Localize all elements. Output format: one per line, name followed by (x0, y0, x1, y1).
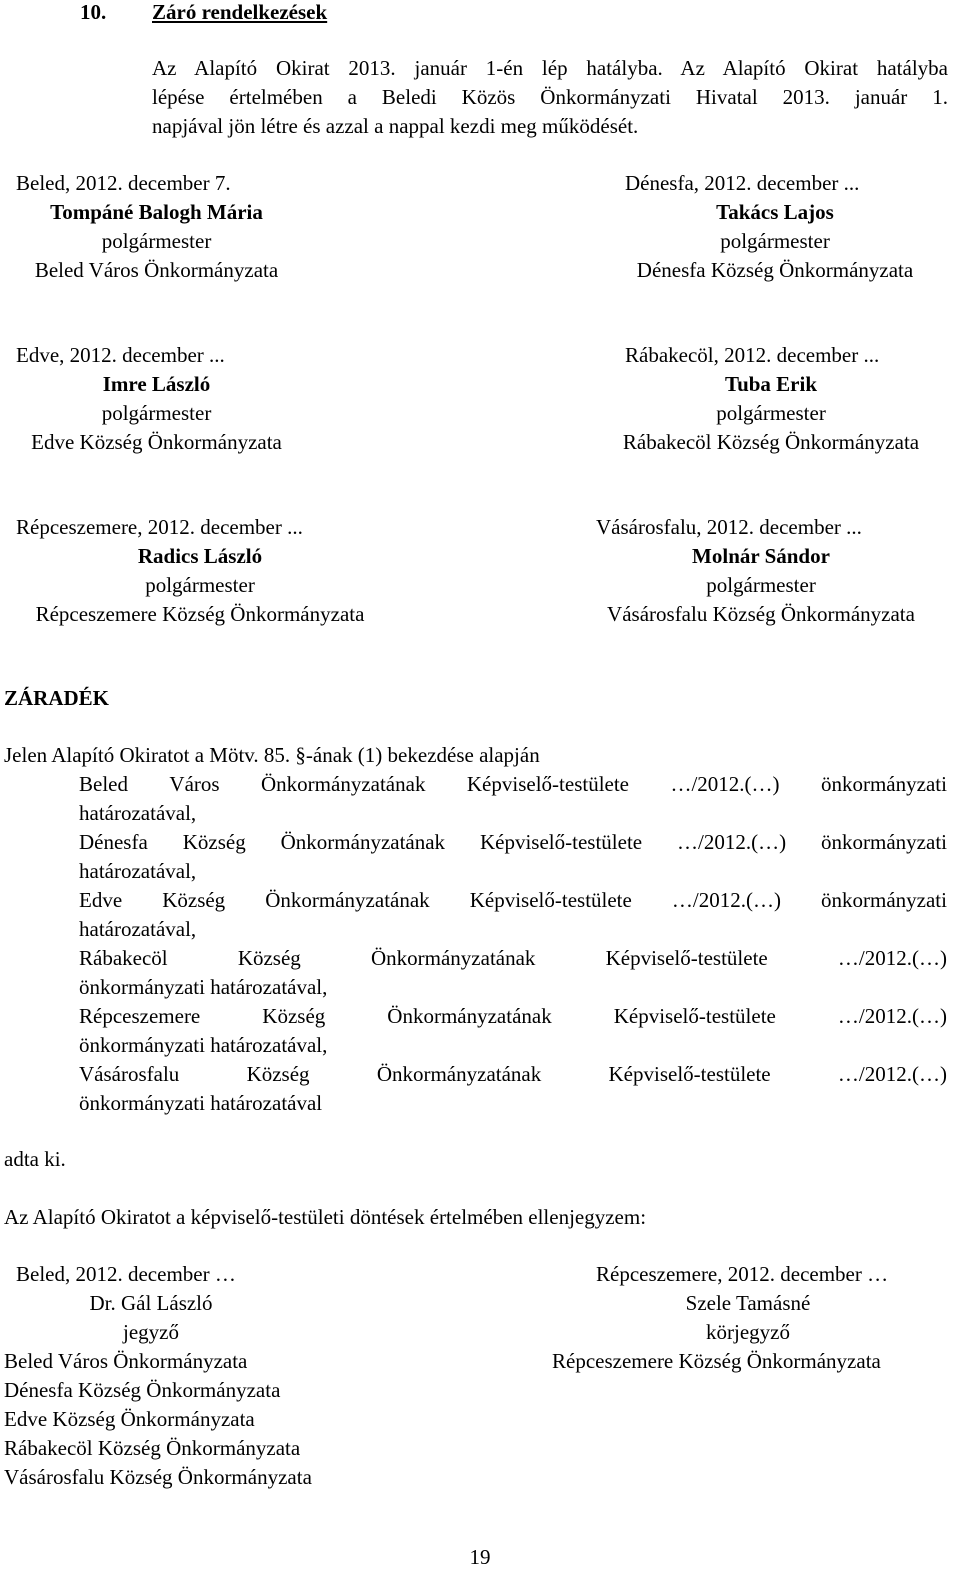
paragraph-line-3: napjával jön létre és azzal a nappal kezdi meg működését. (152, 114, 639, 138)
clause-item-continuation: önkormányzati határozatával (79, 1091, 323, 1115)
clause-word: Répceszemere (79, 1004, 201, 1028)
clause-word: Önkormányzatának (387, 1004, 552, 1028)
signature-place-date: Dénesfa, 2012. december ... (625, 171, 860, 195)
clause-word: …/2012.(…) (677, 830, 787, 854)
paragraph-line-2: lépése értelmében a Beledi Közös Önkormányzati Hivatal 2013. január 1. (152, 85, 948, 109)
clause-word: …/2012.(…) (837, 946, 947, 970)
countersign-left-org: Vásárosfalu Község Önkormányzata (4, 1465, 312, 1489)
clause-word: Város (169, 772, 220, 796)
clause-title: ZÁRADÉK (4, 686, 110, 710)
clause-word: …/2012.(…) (837, 1004, 947, 1028)
countersign-left-place-date: Beled, 2012. december … (16, 1262, 236, 1286)
clause-word: Község (162, 888, 226, 912)
signature-role: polgármester (145, 573, 255, 597)
clause-item-continuation: határozatával, (79, 917, 197, 941)
signature-role: polgármester (720, 229, 830, 253)
signature-name: Tuba Erik (724, 372, 818, 396)
countersign-left-role: jegyző (123, 1320, 179, 1344)
clause-word: Önkormányzatának (280, 830, 446, 854)
signature-org: Dénesfa Község Önkormányzata (636, 258, 914, 282)
countersign-left-org: Beled Város Önkormányzata (4, 1349, 248, 1373)
signature-role: polgármester (706, 573, 816, 597)
countersign-left-org: Edve Község Önkormányzata (4, 1407, 255, 1431)
clause-word: önkormányzati (820, 772, 947, 796)
countersign-right-role: körjegyző (706, 1320, 790, 1344)
countersign-right-org: Répceszemere Község Önkormányzata (552, 1349, 881, 1373)
signature-place-date: Edve, 2012. december ... (16, 343, 225, 367)
clause-word: Beled (79, 772, 128, 796)
countersign-right-place-date: Répceszemere, 2012. december … (596, 1262, 889, 1286)
clause-item-continuation: határozatával, (79, 859, 197, 883)
signature-org: Rábakecöl Község Önkormányzata (622, 430, 920, 454)
clause-item-line (79, 944, 947, 973)
clause-item-continuation: önkormányzati határozatával, (79, 1033, 328, 1057)
clause-word: …/2012.(…) (671, 888, 781, 912)
countersign-intro: Az Alapító Okiratot a képviselő-testületi döntések értelmében ellenjegyzem: (4, 1205, 647, 1229)
clause-word: Önkormányzatának (261, 772, 426, 796)
countersign-left-name: Dr. Gál László (89, 1291, 213, 1315)
clause-word: Község (182, 830, 246, 854)
clause-word: Község (246, 1062, 310, 1086)
signature-place-date: Répceszemere, 2012. december ... (16, 515, 303, 539)
section-number: 10. (80, 0, 107, 24)
signature-place-date: Vásárosfalu, 2012. december ... (596, 515, 862, 539)
countersign-left-org: Dénesfa Község Önkormányzata (4, 1378, 281, 1402)
paragraph-line-1: Az Alapító Okirat 2013. január 1-én lép hatályba. Az Alapító Okirat hatályba (152, 56, 948, 80)
clause-word: Képviselő-testülete (479, 830, 643, 854)
clause-word: önkormányzati (821, 888, 947, 912)
clause-word: önkormányzati (821, 830, 947, 854)
clause-word: Képviselő-testülete (469, 888, 632, 912)
signature-role: polgármester (101, 401, 212, 425)
clause-item-line (79, 1060, 947, 1089)
clause-word: Dénesfa (79, 830, 148, 854)
section-title: Záró rendelkezések (152, 0, 328, 24)
signature-org: Edve Község Önkormányzata (31, 430, 282, 454)
clause-word: Község (237, 946, 301, 970)
signature-role: polgármester (101, 229, 212, 253)
clause-word: Edve (79, 888, 123, 912)
clause-word: Vásárosfalu (79, 1062, 180, 1086)
clause-word: …/2012.(…) (837, 1062, 947, 1086)
countersign-left-org: Rábakecöl Község Önkormányzata (4, 1436, 301, 1460)
signature-org: Beled Város Önkormányzata (34, 258, 279, 282)
clause-word: Képviselő-testülete (613, 1004, 776, 1028)
clause-item-continuation: határozatával, (79, 801, 197, 825)
signature-org: Vásárosfalu Község Önkormányzata (607, 602, 915, 626)
clause-intro: Jelen Alapító Okiratot a Mötv. 85. §-ának (1) bekezdése alapján (4, 743, 540, 767)
signature-org: Répceszemere Község Önkormányzata (35, 602, 365, 626)
signature-role: polgármester (716, 401, 826, 425)
clause-word: …/2012.(…) (670, 772, 780, 796)
clause-word: Önkormányzatának (265, 888, 430, 912)
clause-word: Rábakecöl (79, 946, 168, 970)
signature-name: Tompáné Balogh Mária (50, 200, 263, 224)
clause-item-line (79, 828, 947, 857)
signature-name: Imre László (102, 372, 211, 396)
page-number: 19 (469, 1545, 491, 1569)
signature-name: Takács Lajos (716, 200, 834, 224)
clause-word: Önkormányzatának (376, 1062, 542, 1086)
clause-word: Képviselő-testülete (466, 772, 630, 796)
countersign-right-name: Szele Tamásné (685, 1291, 811, 1315)
clause-closing: adta ki. (4, 1147, 66, 1171)
clause-item-line (79, 1002, 947, 1031)
clause-item-line (79, 770, 947, 799)
clause-word: Önkormányzatának (370, 946, 536, 970)
signature-name: Molnár Sándor (692, 544, 830, 568)
clause-word: Képviselő-testülete (608, 1062, 771, 1086)
signature-place-date: Beled, 2012. december 7. (16, 171, 231, 195)
signature-place-date: Rábakecöl, 2012. december ... (625, 343, 880, 367)
clause-word: Község (262, 1004, 326, 1028)
clause-item-line (79, 886, 947, 915)
clause-item-continuation: önkormányzati határozatával, (79, 975, 328, 999)
clause-word: Képviselő-testülete (605, 946, 768, 970)
signature-name: Radics László (137, 544, 263, 568)
